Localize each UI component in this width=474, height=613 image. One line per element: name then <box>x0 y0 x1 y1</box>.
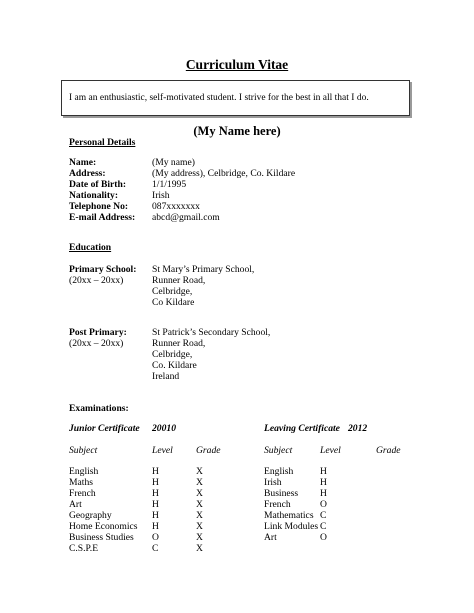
post-primary-line: Ireland <box>152 371 180 382</box>
primary-school-line: Co Kildare <box>152 297 195 308</box>
leaving-cert-year: 2012 <box>348 423 368 434</box>
junior-level: H <box>152 488 159 499</box>
leaving-level: H <box>320 477 327 488</box>
leaving-subject: French <box>264 499 291 510</box>
junior-cert-year: 20010 <box>152 423 176 434</box>
junior-subject: C.S.P.E <box>69 543 99 554</box>
junior-subject: Home Economics <box>69 521 138 532</box>
leaving-level: O <box>320 532 327 543</box>
leaving-subject: Art <box>264 532 277 543</box>
junior-grade: X <box>196 532 203 543</box>
junior-level: C <box>152 543 159 554</box>
junior-col-grade: Grade <box>196 445 221 456</box>
personal-value: 1/1/1995 <box>152 179 187 190</box>
personal-label: Telephone No: <box>69 201 129 212</box>
junior-col-level: Level <box>152 445 173 456</box>
junior-grade: X <box>196 543 203 554</box>
personal-label: Date of Birth: <box>69 179 127 190</box>
junior-level: H <box>152 499 159 510</box>
personal-label: E-mail Address: <box>69 212 136 223</box>
junior-level: H <box>152 477 159 488</box>
primary-school-line: Runner Road, <box>152 275 206 286</box>
junior-subject: Art <box>69 499 82 510</box>
personal-value: abcd@gmail.com <box>152 212 220 223</box>
leaving-level: O <box>320 499 327 510</box>
leaving-cert-title: Leaving Certificate <box>264 423 340 434</box>
leaving-level: H <box>320 488 327 499</box>
primary-school-years: (20xx – 20xx) <box>69 275 124 286</box>
junior-grade: X <box>196 488 203 499</box>
junior-subject: French <box>69 488 96 499</box>
junior-subject: Geography <box>69 510 112 521</box>
leaving-level: H <box>320 466 327 477</box>
junior-subject: Business Studies <box>69 532 134 543</box>
junior-cert-title: Junior Certificate <box>69 423 140 434</box>
leaving-subject: Business <box>264 488 299 499</box>
personal-label: Nationality: <box>69 190 119 201</box>
junior-col-subject: Subject <box>69 445 98 456</box>
junior-subject: English <box>69 466 99 477</box>
personal-label: Name: <box>69 157 97 168</box>
junior-grade: X <box>196 499 203 510</box>
personal-value: (My address), Celbridge, Co. Kildare <box>152 168 296 179</box>
post-primary-years: (20xx – 20xx) <box>69 338 124 349</box>
junior-level: H <box>152 510 159 521</box>
candidate-name: (My Name here) <box>193 124 281 138</box>
personal-value: (My name) <box>152 157 195 168</box>
primary-school-line: St Mary’s Primary School, <box>152 264 255 275</box>
post-primary-line: St Patrick’s Secondary School, <box>152 327 271 338</box>
leaving-subject: Mathematics <box>264 510 314 521</box>
junior-subject: Maths <box>69 477 93 488</box>
examinations-heading: Examinations: <box>69 403 129 414</box>
document-title: Curriculum Vitae <box>185 57 289 72</box>
personal-label: Address: <box>69 168 106 179</box>
post-primary-label: Post Primary: <box>69 327 127 338</box>
post-primary-line: Co. Kildare <box>152 360 197 371</box>
junior-level: O <box>152 532 159 543</box>
personal-value: Irish <box>152 190 170 201</box>
personal-details-heading: Personal Details <box>69 137 136 148</box>
leaving-level: C <box>320 510 327 521</box>
junior-grade: X <box>196 477 203 488</box>
leaving-col-grade: Grade <box>376 445 401 456</box>
post-primary-line: Celbridge, <box>152 349 193 360</box>
junior-grade: X <box>196 466 203 477</box>
junior-level: H <box>152 521 159 532</box>
leaving-subject: Irish <box>264 477 282 488</box>
intro-box <box>61 80 410 116</box>
personal-value: 087xxxxxxx <box>152 201 200 212</box>
junior-grade: X <box>196 521 203 532</box>
leaving-level: C <box>320 521 327 532</box>
junior-grade: X <box>196 510 203 521</box>
junior-level: H <box>152 466 159 477</box>
leaving-col-subject: Subject <box>264 445 293 456</box>
primary-school-line: Celbridge, <box>152 286 193 297</box>
leaving-col-level: Level <box>320 445 341 456</box>
education-heading: Education <box>69 242 112 253</box>
post-primary-line: Runner Road, <box>152 338 206 349</box>
leaving-subject: Link Modules <box>264 521 319 532</box>
primary-school-label: Primary School: <box>69 264 137 275</box>
leaving-subject: English <box>264 466 294 477</box>
intro-text: I am an enthusiastic, self-motivated student. I strive for the best in all that I do. <box>69 93 369 103</box>
